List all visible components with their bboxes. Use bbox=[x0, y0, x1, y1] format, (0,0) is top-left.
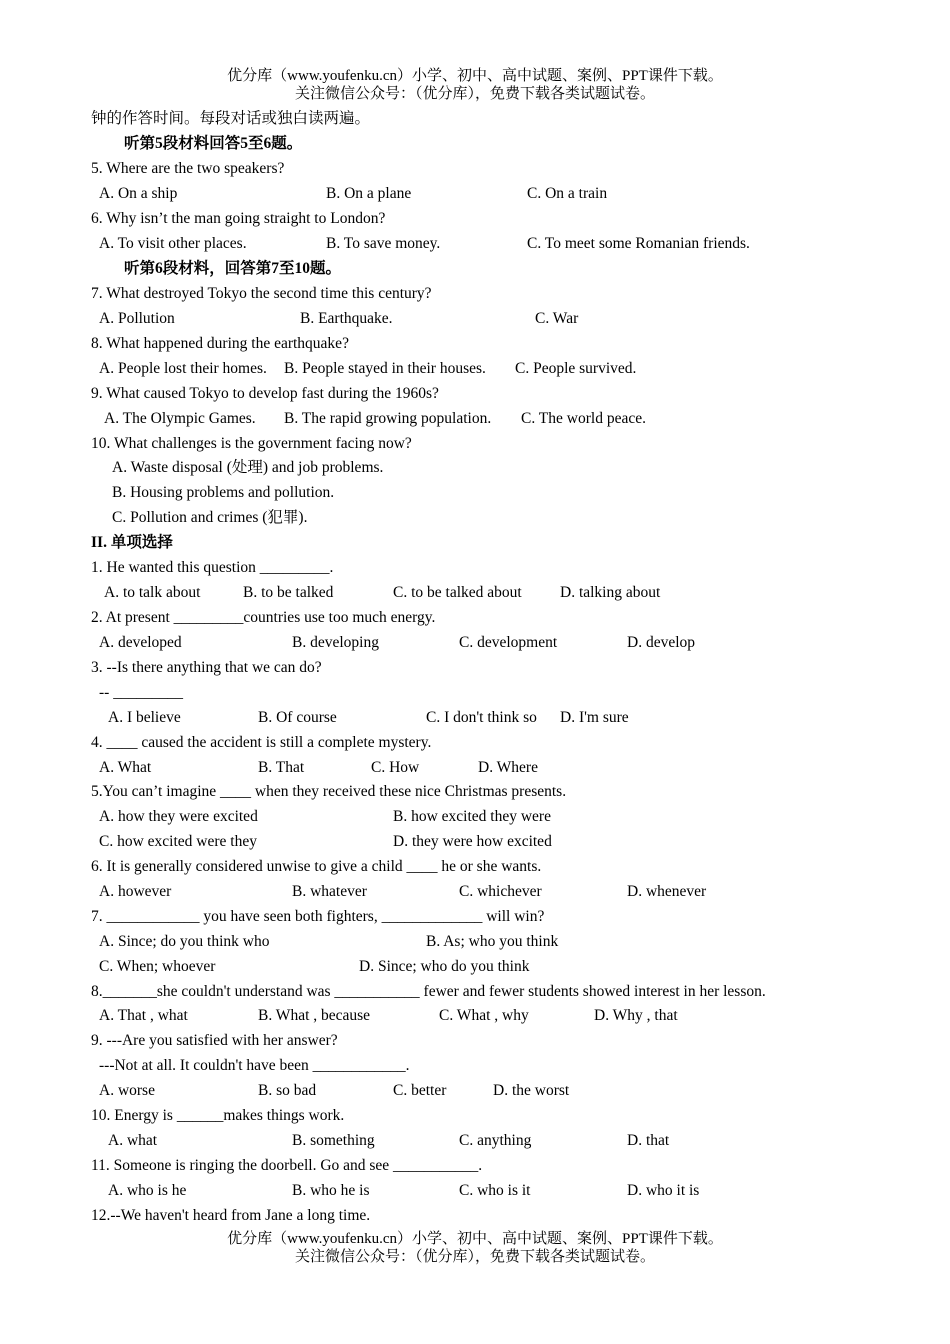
option-c: C. When; whoever bbox=[99, 958, 216, 975]
option-a: A. What bbox=[99, 759, 152, 776]
option-a: A. how they were excited bbox=[99, 808, 258, 825]
option-b: B. to be talked bbox=[243, 584, 334, 601]
option-d: D. I'm sure bbox=[560, 709, 629, 726]
option-d: D. Why , that bbox=[594, 1007, 678, 1024]
question-text: 10. Energy is ______makes things work. bbox=[91, 1107, 345, 1124]
option-d: D. that bbox=[627, 1132, 670, 1149]
option-c: C. better bbox=[393, 1082, 447, 1099]
question-response-line: -- _________ bbox=[99, 684, 183, 701]
option-b: B. something bbox=[292, 1132, 375, 1149]
option-b: B. how excited they were bbox=[393, 808, 551, 825]
question-text: 6. It is generally considered unwise to give a child ____ he or she wants. bbox=[91, 858, 542, 875]
option-a: A. Since; do you think who bbox=[99, 933, 270, 950]
page-header-line-2: 关注微信公众号：（优分库），免费下载各类试题试卷。 bbox=[294, 86, 655, 102]
option-d: D. who it is bbox=[627, 1182, 700, 1199]
option-b: B. The rapid growing population. bbox=[284, 410, 492, 427]
option-a: A. however bbox=[99, 883, 172, 900]
option-b: B. Of course bbox=[258, 709, 337, 726]
option-b: B. developing bbox=[292, 634, 379, 651]
option-a: A. That , what bbox=[99, 1007, 188, 1024]
option-b: B. Earthquake. bbox=[300, 310, 393, 327]
page-footer-line-2: 关注微信公众号：（优分库），免费下载各类试题试卷。 bbox=[294, 1249, 655, 1265]
question-text: 4. ____ caused the accident is still a complete mystery. bbox=[91, 734, 432, 751]
page-footer-line-1: 优分库（www.youfenku.cn）小学、初中、高中试题、案例、PPT课件下载。 bbox=[227, 1231, 723, 1247]
option-c: C. What , why bbox=[439, 1007, 529, 1024]
question-text: 11. Someone is ringing the doorbell. Go and see ___________. bbox=[91, 1157, 483, 1174]
option-a: A. People lost their homes. bbox=[99, 360, 267, 377]
page-header-line-1: 优分库（www.youfenku.cn）小学、初中、高中试题、案例、PPT课件下载。 bbox=[227, 68, 723, 84]
option-b: B. That bbox=[258, 759, 305, 776]
part-2-title: II. 单项选择 bbox=[91, 534, 173, 551]
question-text: 9. ---Are you satisfied with her answer? bbox=[91, 1032, 338, 1049]
option-c: C. whichever bbox=[459, 883, 542, 900]
option-b: B. People stayed in their houses. bbox=[284, 360, 486, 377]
option-a: A. who is he bbox=[108, 1182, 187, 1199]
question-text: 6. Why isn’t the man going straight to London? bbox=[91, 210, 386, 227]
option-c: C. development bbox=[459, 634, 558, 651]
option-b: B. who he is bbox=[292, 1182, 370, 1199]
option-a: A. worse bbox=[99, 1082, 155, 1099]
option-c: C. To meet some Romanian friends. bbox=[527, 235, 750, 252]
question-text: 1. He wanted this question _________. bbox=[91, 559, 334, 576]
question-text: 10. What challenges is the government facing now? bbox=[91, 435, 412, 452]
option-a: A. I believe bbox=[108, 709, 181, 726]
option-b: B. What , because bbox=[258, 1007, 371, 1024]
option-c: C. how excited were they bbox=[99, 833, 257, 850]
option-b: B. Housing problems and pollution. bbox=[112, 484, 335, 501]
option-d: D. the worst bbox=[493, 1082, 570, 1099]
option-d: D. Where bbox=[478, 759, 538, 776]
option-c: C. People survived. bbox=[515, 360, 637, 377]
question-text: 3. --Is there anything that we can do? bbox=[91, 659, 322, 676]
question-text: 12.--We haven't heard from Jane a long time. bbox=[91, 1207, 371, 1224]
question-text: 5.You can’t imagine ____ when they received these nice Christmas presents. bbox=[91, 783, 567, 800]
option-b: B. To save money. bbox=[326, 235, 441, 252]
option-b: B. As; who you think bbox=[426, 933, 559, 950]
question-text: 9. What caused Tokyo to develop fast during the 1960s? bbox=[91, 385, 439, 402]
option-d: D. Since; who do you think bbox=[359, 958, 530, 975]
option-a: A. developed bbox=[99, 634, 182, 651]
option-a: A. Pollution bbox=[99, 310, 175, 327]
option-c: C. How bbox=[371, 759, 420, 776]
option-a: A. On a ship bbox=[99, 185, 178, 202]
option-c: C. Pollution and crimes (犯罪). bbox=[112, 509, 308, 526]
question-text: 7. ____________ you have seen both fighters, _____________ will win? bbox=[91, 908, 545, 925]
option-d: D. whenever bbox=[627, 883, 707, 900]
option-a: A. To visit other places. bbox=[99, 235, 247, 252]
question-text: 7. What destroyed Tokyo the second time this century? bbox=[91, 285, 432, 302]
option-b: B. whatever bbox=[292, 883, 367, 900]
option-c: C. who is it bbox=[459, 1182, 531, 1199]
option-c: C. to be talked about bbox=[393, 584, 522, 601]
option-a: A. to talk about bbox=[104, 584, 201, 601]
instruction-text: 钟的作答时间。每段对话或独白读两遍。 bbox=[91, 110, 371, 127]
question-text: 8. What happened during the earthquake? bbox=[91, 335, 349, 352]
section-5-heading: 听第5段材料回答5至6题。 bbox=[124, 135, 303, 152]
option-b: B. so bad bbox=[258, 1082, 317, 1099]
option-a: A. The Olympic Games. bbox=[104, 410, 256, 427]
question-text: 5. Where are the two speakers? bbox=[91, 160, 285, 177]
option-c: C. On a train bbox=[527, 185, 608, 202]
option-d: D. they were how excited bbox=[393, 833, 552, 850]
option-c: C. I don't think so bbox=[426, 709, 537, 726]
question-response-line: ---Not at all. It couldn't have been ____________. bbox=[99, 1057, 410, 1074]
option-c: C. War bbox=[535, 310, 579, 327]
option-d: D. talking about bbox=[560, 584, 661, 601]
option-a: A. Waste disposal (处理) and job problems. bbox=[112, 459, 384, 476]
option-d: D. develop bbox=[627, 634, 696, 651]
option-c: C. anything bbox=[459, 1132, 532, 1149]
option-c: C. The world peace. bbox=[521, 410, 646, 427]
section-6-heading: 听第6段材料，回答第7至10题。 bbox=[124, 260, 342, 277]
question-text: 2. At present _________countries use too much energy. bbox=[91, 609, 436, 626]
question-text: 8._______she couldn't understand was ___________ fewer and fewer students showed interest in her lesson. bbox=[91, 983, 766, 1000]
option-a: A. what bbox=[108, 1132, 158, 1149]
option-b: B. On a plane bbox=[326, 185, 412, 202]
